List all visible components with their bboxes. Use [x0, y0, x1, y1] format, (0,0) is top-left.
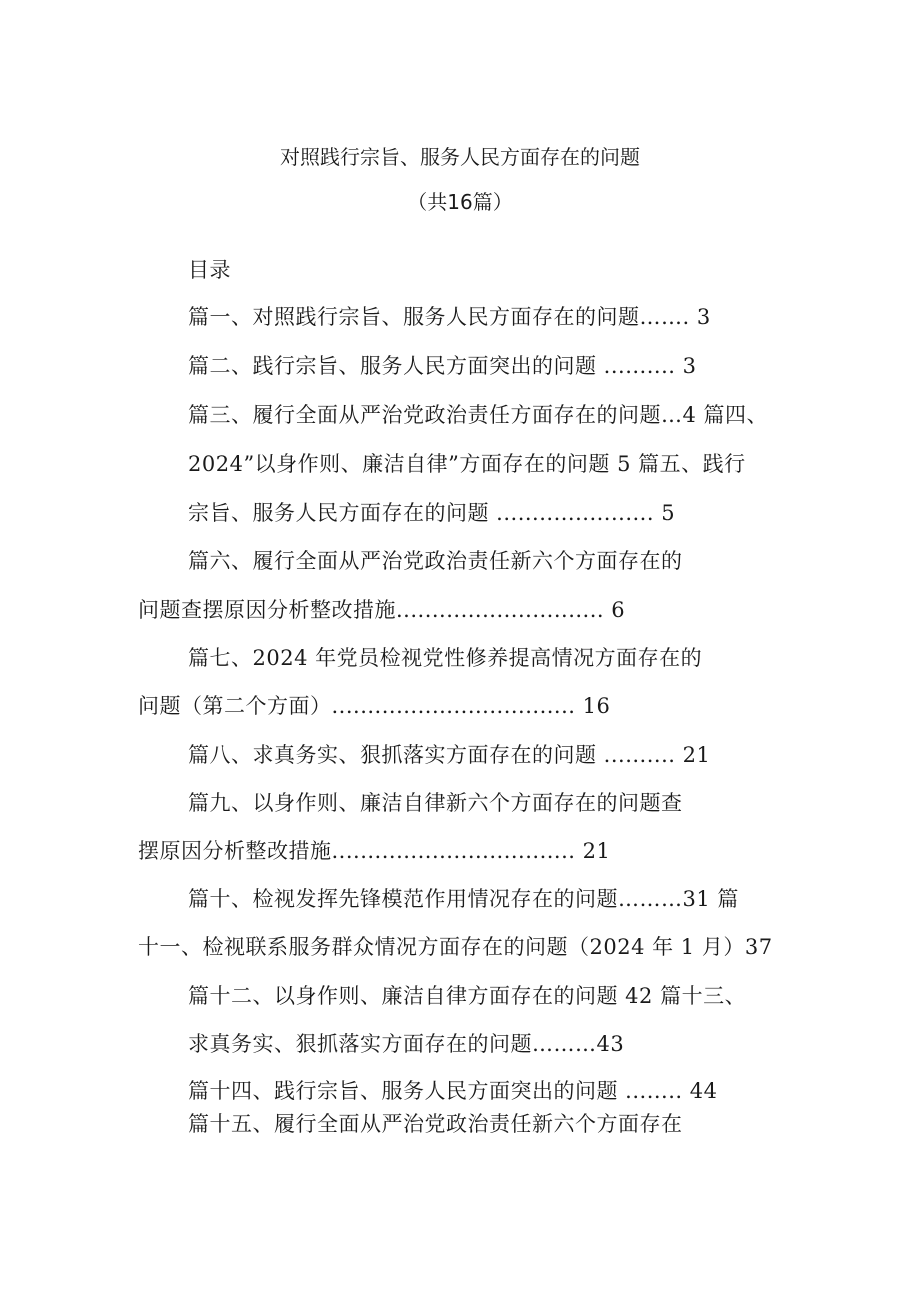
toc-line: 篇六、履行全面从严治党政治责任新六个方面存在的 [188, 549, 683, 573]
toc-line: 篇十四、践行宗旨、服务人民方面突出的问题 ........ 44 [188, 1079, 718, 1103]
toc-line: 宗旨、服务人民方面存在的问题 ...................... 5 [188, 501, 676, 525]
toc-line: 十一、检视联系服务群众情况方面存在的问题（2024 年 1 月）37 [138, 935, 773, 959]
toc-line: 篇三、履行全面从严治党政治责任方面存在的问题…4 篇四、 [188, 403, 769, 427]
document-title: 对照践行宗旨、服务人民方面存在的问题 [280, 145, 640, 169]
toc-line: 问题（第二个方面）.................................. 16 [138, 694, 611, 718]
document-subtitle: （共16篇） [407, 190, 513, 214]
toc-line: 篇十、检视发挥先锋模范作用情况存在的问题………31 篇 [188, 887, 739, 911]
toc-line: 篇一、对照践行宗旨、服务人民方面存在的问题……. 3 [188, 305, 711, 329]
toc-line: 篇十二、以身作则、廉洁自律方面存在的问题 42 篇十三、 [188, 984, 747, 1008]
toc-line: 篇八、求真务实、狠抓落实方面存在的问题 .......... 21 [188, 743, 711, 767]
toc-line: 2024”以身作则、廉洁自律”方面存在的问题 5 篇五、践行 [188, 452, 746, 476]
toc-line: 篇九、以身作则、廉洁自律新六个方面存在的问题查 [188, 791, 683, 815]
toc-line: 篇七、2024 年党员检视党性修养提高情况方面存在的 [188, 646, 703, 670]
toc-line: 问题查摆原因分析整改措施............................. 6 [138, 598, 626, 622]
toc-heading: 目录 [188, 258, 231, 282]
toc-line: 求真务实、狠抓落实方面存在的问题………43 [188, 1032, 625, 1056]
toc-line: 篇十五、履行全面从严治党政治责任新六个方面存在 [188, 1112, 683, 1136]
toc-line: 篇二、践行宗旨、服务人民方面突出的问题 .......... 3 [188, 354, 697, 378]
toc-line: 摆原因分析整改措施.................................. 21 [138, 839, 611, 863]
